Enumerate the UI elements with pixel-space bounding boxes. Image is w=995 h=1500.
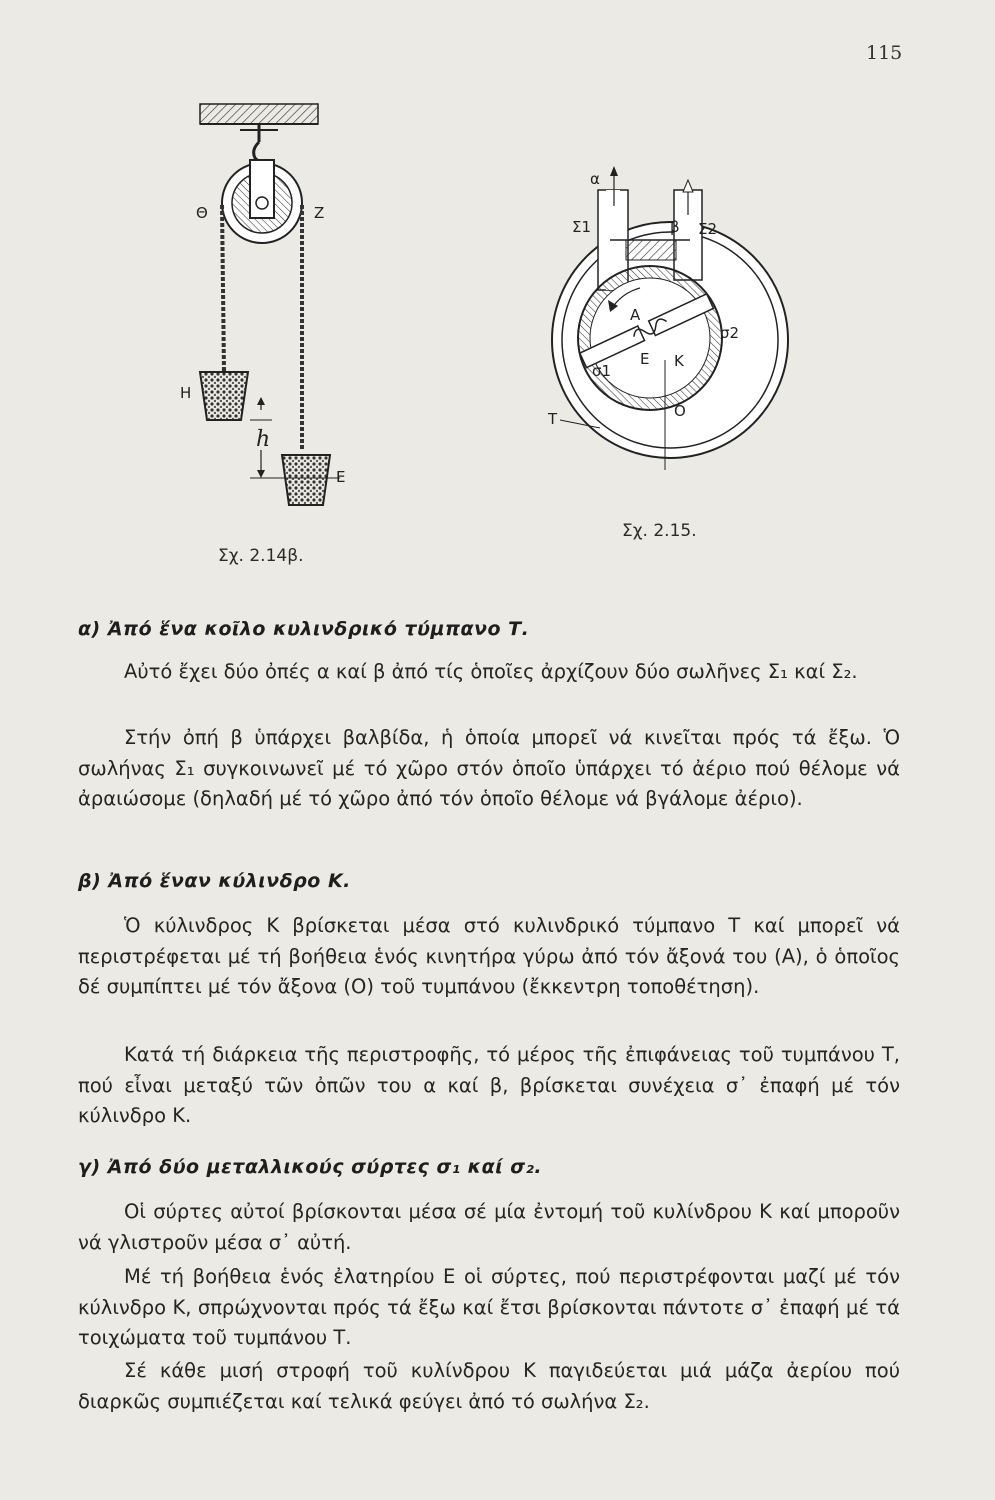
caption-fig-2-14b: Σχ. 2.14β. (218, 546, 304, 566)
figures-svg (0, 0, 995, 600)
label-sigma2: Σ2 (698, 220, 718, 238)
section-c-paragraph-2: Μέ τή βοήθεια ἑνός ἐλατηρίου Ε οἱ σύρτες, πού περιστρέφονται μαζί μέ τόν κύλινδρο Κ, σπρώχνονται πρός τά ἔξω καί ἔτσι βρίσκονται πάντοτε σ᾽ ἐπαφή μέ τά τοιχώματα τοῦ τυμπάνου Τ. (78, 1265, 900, 1349)
label-t: T (548, 410, 558, 428)
section-a-paragraph-2: Στήν ὀπή β ὑπάρχει βαλβίδα, ἡ ὁποία μπορεῖ νά κινεῖται πρός τά ἔξω. Ὁ σωλήνας Σ₁ συγκοινωνεῖ μέ τό χῶρο στόν ὁποῖο ὑπάρχει τό ἀέριο πού θέλομε νά ἀραιώσομε (δηλαδή μέ τό χῶρο ἀπό τόν ὁποῖο θέλομε νά βγάλομε ἀέριο). (78, 726, 900, 810)
label-o: O (674, 402, 686, 420)
label-alpha: α (590, 170, 600, 188)
page-number: 115 (866, 42, 903, 64)
label-beta: β (670, 218, 680, 236)
label-a: A (630, 306, 641, 324)
label-e-spring: E (640, 350, 650, 368)
section-a-title: α) Ἀπό ἕνα κοῖλο κυλινδρικό τύμπανο Τ. (78, 618, 530, 640)
bucket-e (282, 455, 330, 505)
bucket-h (200, 372, 248, 420)
label-s1: σ1 (592, 362, 612, 380)
figures-area (0, 0, 995, 600)
chain-left (222, 205, 224, 372)
section-b-title: β) Ἀπό ἕναν κύλινδρο Κ. (78, 870, 351, 892)
label-h-upper: H (180, 384, 192, 402)
label-e: E (336, 468, 346, 486)
label-theta: Θ (196, 204, 208, 222)
label-s2: σ2 (720, 324, 740, 342)
ceiling-hatch (200, 104, 318, 124)
label-h-height: h (256, 427, 271, 452)
section-c-paragraph-1: Οἱ σύρτες αὐτοί βρίσκονται μέσα σέ μία ἐντομή τοῦ κυλίνδρου Κ καί μποροῦν νά γλιστροῦν μέσα σ᾽ αὐτή. (78, 1200, 900, 1254)
label-z: Z (314, 204, 325, 222)
figure-2-14b-pulley (180, 104, 345, 505)
caption-fig-2-15: Σχ. 2.15. (622, 521, 697, 541)
label-sigma1: Σ1 (572, 218, 592, 236)
section-c-title: γ) Ἀπό δύο μεταλλικούς σύρτες σ₁ καί σ₂. (78, 1156, 543, 1178)
section-b-paragraph-1: Ὁ κύλινδρος Κ βρίσκεται μέσα στό κυλινδρικό τύμπανο Τ καί μπορεῖ νά περιστρέφεται μέ τή βοήθεια ἑνός κινητήρα γύρω ἀπό τόν ἄξονά του (Α), ὁ ὁποῖος δέ συμπίπτει μέ τόν ἄξονα (Ο) τοῦ τυμπάνου (ἔκκεντρη τοποθέτηση). (78, 914, 900, 998)
section-c-paragraph-3: Σέ κάθε μισή στροφή τοῦ κυλίνδρου Κ παγιδεύεται μιά μάζα ἀερίου πού διαρκῶς συμπιέζεται καί τελικά φεύγει ἀπό τό σωλήνα Σ₂. (78, 1359, 900, 1413)
section-b-paragraph-2: Κατά τή διάρκεια τῆς περιστροφῆς, τό μέρος τῆς ἐπιφάνειας τοῦ τυμπάνου Τ, πού εἶναι μεταξύ τῶν ὀπῶν του α καί β, βρίσκεται συνέχεια σ᾽ ἐπαφή μέ τόν κύλινδρο Κ. (78, 1043, 900, 1127)
label-k: K (674, 352, 684, 370)
figure-2-15-pump (547, 166, 788, 470)
section-a-paragraph-1: Αὐτό ἔχει δύο ὀπές α καί β ἀπό τίς ὁποῖες ἀρχίζουν δύο σωλῆνες Σ₁ καί Σ₂. (124, 660, 858, 683)
